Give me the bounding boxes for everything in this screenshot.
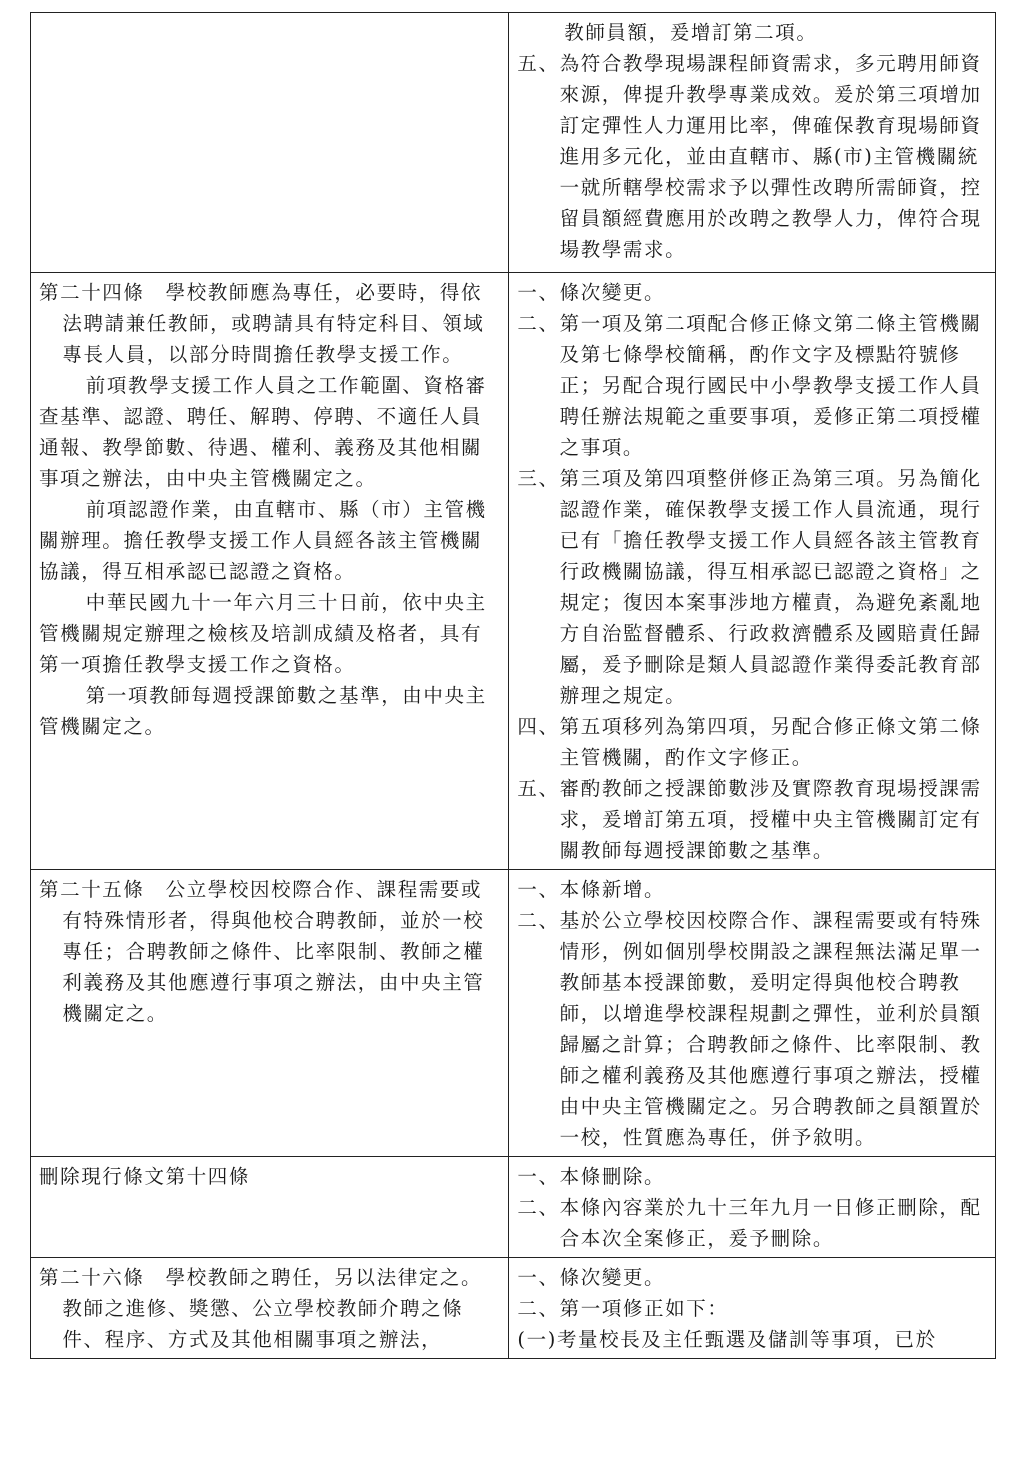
item-text: 條次變更。 bbox=[559, 281, 666, 304]
article-text: 第二十四條 學校教師應為專任，必要時，得依法聘請兼任教師，或聘請具有特定科目、領域專長人員，以部分時間擔任教學支援工作。 bbox=[39, 281, 485, 366]
item-number: 五、 bbox=[517, 777, 560, 800]
item-text: 本條新增。 bbox=[559, 878, 666, 901]
article-text: 第二十六條 學校教師之聘任，另以法律定之。教師之進修、獎懲、公立學校教師介聘之條件、程序、方式及其他相關事項之辦法， bbox=[39, 1266, 483, 1351]
item-number: 二、 bbox=[517, 909, 560, 932]
continued-text: 教師員額，爰增訂第二項。 bbox=[564, 21, 818, 44]
explanation-item bbox=[517, 308, 987, 463]
item-number: 一、 bbox=[517, 281, 560, 304]
item-number: (一) bbox=[517, 1328, 557, 1351]
explanation-cell bbox=[509, 870, 996, 1157]
explanation-item bbox=[517, 874, 987, 905]
item-text: 考量校長及主任甄選及儲訓等事項，已於 bbox=[556, 1328, 937, 1351]
amended-article-cell bbox=[31, 273, 509, 870]
item-text: 審酌教師之授課節數涉及實際教育現場授課需求，爰增訂第五項，授權中央主管機關訂定有關教師每週授課節數之基準。 bbox=[559, 777, 982, 862]
amended-article-cell bbox=[31, 1258, 509, 1359]
item-number: 一、 bbox=[517, 1266, 560, 1289]
amended-article-cell bbox=[31, 1157, 509, 1258]
table-row bbox=[31, 13, 996, 273]
item-number: 一、 bbox=[517, 878, 560, 901]
explanation-item bbox=[517, 1293, 987, 1324]
explanation-item bbox=[517, 711, 987, 773]
explanation-item bbox=[517, 277, 987, 308]
item-text: 第一項修正如下： bbox=[559, 1297, 729, 1320]
item-number: 一、 bbox=[517, 1165, 560, 1188]
explanation-cell bbox=[509, 1258, 996, 1359]
article-paragraph: 中華民國九十一年六月三十日前，依中央主管機關規定辦理之檢核及培訓成績及格者，具有第一項擔任教學支援工作之資格。 bbox=[39, 591, 487, 676]
article-paragraph: 前項教學支援工作人員之工作範圍、資格審查基準、認證、聘任、解聘、停聘、不適任人員通報、教學節數、待遇、權利、義務及其他相關事項之辦法，由中央主管機關定之。 bbox=[39, 374, 487, 490]
item-number: 二、 bbox=[517, 1196, 560, 1219]
explanation-item bbox=[517, 905, 987, 1153]
explanation-item bbox=[517, 1161, 987, 1192]
item-text: 基於公立學校因校際合作、課程需要或有特殊情形，例如個別學校開設之課程無法滿足單一教師基本授課節數，爰明定得與他校合聘教師，以增進學校課程規劃之彈性，並利於員額歸屬之計算；合聘教師之條件、比率限制、教師之權利義務及其他應遵行事項之辦法，授權由中央主管機關定之。另合聘教師之員額置於一校，性質應為專任，併予敘明。 bbox=[559, 909, 982, 1149]
item-number: 二、 bbox=[517, 312, 560, 335]
explanation-item bbox=[517, 1192, 987, 1254]
explanation-item bbox=[517, 1324, 987, 1355]
item-text: 本條內容業於九十三年九月一日修正刪除，配合本次全案修正，爰予刪除。 bbox=[559, 1196, 982, 1250]
article-text: 刪除現行條文第十四條 bbox=[39, 1165, 251, 1188]
item-text: 條次變更。 bbox=[559, 1266, 666, 1289]
item-text: 第一項及第二項配合修正條文第二條主管機關及第七條學校簡稱，酌作文字及標點符號修正；另配合現行國民中小學教學支援工作人員聘任辦法規範之重要事項，爰修正第二項授權之事項。 bbox=[559, 312, 982, 459]
item-number: 五、 bbox=[517, 52, 560, 75]
comparison-table bbox=[30, 12, 996, 1359]
item-number: 三、 bbox=[517, 467, 560, 490]
amended-article-cell bbox=[31, 870, 509, 1157]
explanation-cell bbox=[509, 1157, 996, 1258]
item-text: 為符合教學現場課程師資需求，多元聘用師資來源，俾提升教學專業成效。爰於第三項增加訂定彈性人力運用比率，俾確保教育現場師資進用多元化，並由直轄市、縣(市)主管機關統一就所轄學校需求予以彈性改聘所需師資，控留員額經費應用於改聘之教學人力，俾符合現場教學需求。 bbox=[559, 52, 982, 261]
item-text: 本條刪除。 bbox=[559, 1165, 666, 1188]
explanation-item bbox=[517, 1262, 987, 1293]
table-row bbox=[31, 1258, 996, 1359]
item-number: 四、 bbox=[517, 715, 560, 738]
amended-article-cell bbox=[31, 13, 509, 273]
item-text: 第三項及第四項整併修正為第三項。另為簡化認證作業，確保教學支援工作人員流通，現行已有「擔任教學支援工作人員經各該主管教育行政機關協議，得互相承認已認證之資格」之規定；復因本案事涉地方權責，為避免紊亂地方自治監督體系、行政救濟體系及國賠責任歸屬，爰予刪除是類人員認證作業得委託教育部辦理之規定。 bbox=[559, 467, 982, 707]
item-text: 第五項移列為第四項，另配合修正條文第二條主管機關，酌作文字修正。 bbox=[559, 715, 982, 769]
article-paragraph: 第一項教師每週授課節數之基準，由中央主管機關定之。 bbox=[39, 684, 487, 738]
article-text: 第二十五條 公立學校因校際合作、課程需要或有特殊情形者，得與他校合聘教師，並於一校專任；合聘教師之條件、比率限制、教師之權利義務及其他應遵行事項之辦法，由中央主管機關定之。 bbox=[39, 878, 485, 1025]
explanation-cell bbox=[509, 13, 996, 273]
table-row bbox=[31, 870, 996, 1157]
item-number: 二、 bbox=[517, 1297, 560, 1320]
article-paragraph: 前項認證作業，由直轄市、縣（市）主管機關辦理。擔任教學支援工作人員經各該主管機關協議，得互相承認已認證之資格。 bbox=[39, 498, 487, 583]
explanation-item bbox=[517, 463, 987, 711]
table-row bbox=[31, 1157, 996, 1258]
table-row bbox=[31, 273, 996, 870]
explanation-cell bbox=[509, 273, 996, 870]
explanation-item bbox=[517, 773, 987, 866]
explanation-item bbox=[517, 48, 987, 265]
